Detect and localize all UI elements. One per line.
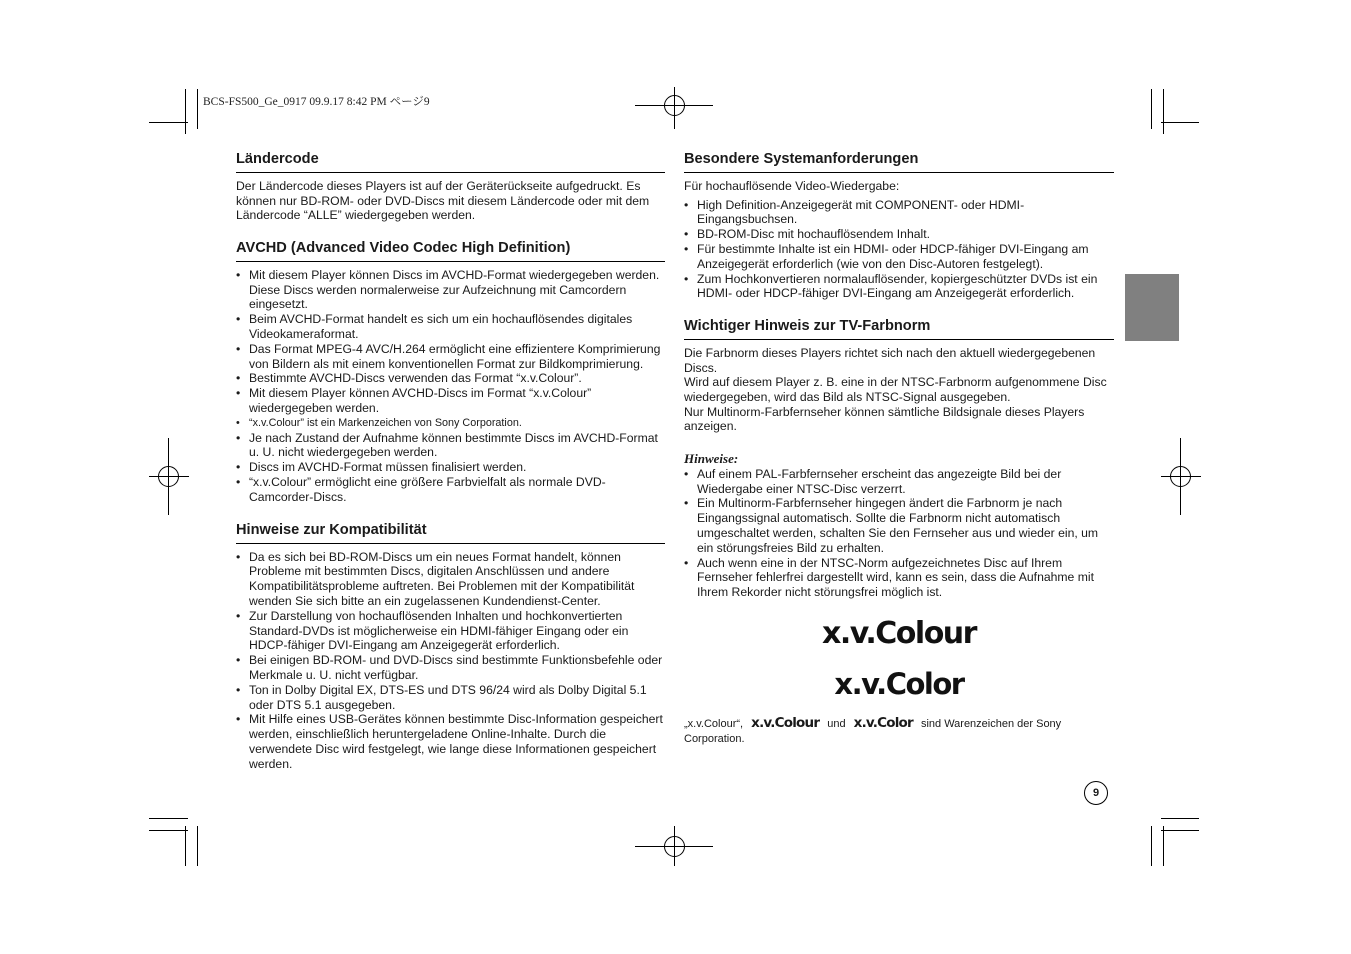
section-title: Besondere Systemanforderungen: [684, 150, 1114, 173]
trademark-text: und: [827, 717, 846, 730]
body-text: Wird auf diesem Player z. B. eine in der NTSC-Farbnorm aufgenommene Disc wiedergegeben, wird das Bild als NTSC-Signal ausgegeben.: [684, 375, 1107, 404]
section-laendercode: [236, 150, 665, 223]
page-number: 9: [1084, 781, 1108, 805]
list-item: • High Definition-Anzeigegerät mit COMPONENT- oder HDMI-Eingangsbuchsen.: [684, 198, 1114, 228]
xvcolor-inline-logo: x.v.Color: [853, 714, 913, 731]
list-item: • Auch wenn eine in der NTSC-Norm aufgezeichnetes Disc auf Ihrem Fernseher fehlerfrei dargestellt wird, kann es sein, dass die Aufnahme mit Ihrem Rekorder nicht störungsfrei möglich ist.: [684, 556, 1114, 600]
list-item: • Ton in Dolby Digital EX, DTS-ES und DTS 96/24 wird als Dolby Digital 5.1 oder DTS 5.1 ausgegeben.: [236, 683, 665, 713]
list-item: • Bestimmte AVCHD-Discs verwenden das Format “x.v.Colour”.: [236, 371, 665, 386]
list-item: • BD-ROM-Disc mit hochauflösendem Inhalt.: [684, 227, 1114, 242]
list-item: • Mit Hilfe eines USB-Gerätes können bestimmte Disc-Information gespeichert werden, einschließlich heruntergeladene Online-Inhalte. Durch die verwendete Disc wird festgelegt, wie lange diese Informationen gespeichert werden.: [236, 712, 665, 771]
section-title: AVCHD (Advanced Video Codec High Definition): [236, 239, 665, 262]
list-item: • Da es sich bei BD-ROM-Discs um ein neues Format handelt, können Probleme mit bestimmten Discs, digitalen Anschlüssen und andere Kompatibilitätsprobleme auftreten. Bei Problemen mit der Kompatibilität wenden Sie sich bitte an ein zugelassenen Kundendienst-Center.: [236, 550, 665, 609]
list-item: • “x.v.Colour” ist ein Markenzeichen von Sony Corporation.: [236, 416, 665, 431]
body-text: Die Farbnorm dieses Players richtet sich nach den aktuell wiedergegebenen Discs.: [684, 346, 1096, 375]
section-systemanforderungen: [684, 150, 1114, 301]
list-item: • Das Format MPEG-4 AVC/H.264 ermöglicht eine effizientere Komprimierung von Bildern als mit einem konventionellen Format zur Bildkomprimierung.: [236, 342, 665, 372]
list-item: • “x.v.Colour” ermöglicht eine größere Farbvielfalt als normale DVD-Camcorder-Discs.: [236, 475, 665, 505]
trademark-text: „x.v.Colour“,: [684, 717, 744, 730]
notes-heading: Hinweise:: [684, 450, 739, 466]
section-title: Ländercode: [236, 150, 665, 173]
body-text: Der Ländercode dieses Players ist auf der Geräterückseite aufgedruckt. Es können nur BD-ROM- oder DVD-Discs mit diesem Ländercode oder mit dem Ländercode “ALLE” wiedergegeben werden.: [236, 179, 650, 223]
xvcolour-logo: x.v.Colour: [822, 615, 976, 651]
list-item: • Discs im AVCHD-Format müssen finalisiert werden.: [236, 460, 665, 475]
list-item: • Zum Hochkonvertieren normalauflösender, kopiergeschützter DVDs ist ein HDMI- oder HDCP-fähiger DVI-Eingang am Anzeigegerät erforderlich.: [684, 272, 1114, 302]
list-item: • Ein Multinorm-Farbfernseher hingegen ändert die Farbnorm je nach Eingangssignal automatisch. Sollte die Farbnorm nicht automatisch umgeschaltet werden, schalten Sie den Fernseher aus und wieder ein, um ein störungsfreies Bild zu erhalten.: [684, 496, 1114, 555]
body-text: Für hochauflösende Video-Wiedergabe:: [684, 179, 900, 193]
section-avchd: [236, 239, 665, 505]
right-column: [684, 150, 1114, 747]
bullet-list: [236, 268, 665, 505]
section-farbnorm: [684, 317, 1114, 600]
list-item: • Auf einem PAL-Farbfernseher erscheint das angezeigte Bild bei der Wiedergabe einer NTSC-Disc verzerrt.: [684, 467, 1114, 497]
bullet-list: [236, 550, 665, 772]
trademark-note: [684, 716, 1114, 747]
list-item: • Mit diesem Player können Discs im AVCHD-Format wiedergegeben werden. Diese Discs werden normalerweise zur Aufzeichnung mit Camcordern eingesetzt.: [236, 268, 665, 312]
list-item: • Mit diesem Player können AVCHD-Discs im Format “x.v.Colour” wiedergegeben werden.: [236, 386, 665, 416]
bullet-list: [684, 467, 1114, 600]
trademark-text: sind Warenzeichen der Sony Corporation.: [684, 717, 1062, 745]
list-item: • Zur Darstellung von hochauflösenden Inhalten und hochkonvertierten Standard-DVDs ist möglicherweise ein HDMI-fähiger Eingang oder ein HDCP-fähiger DVI-Eingang am Anzeigegerät erforderlich.: [236, 609, 665, 653]
section-kompatibilitaet: [236, 521, 665, 772]
list-item: • Für bestimmte Inhalte ist ein HDMI- oder HDCP-fähiger DVI-Eingang am Anzeigegerät erforderlich (wie von den Disc-Autoren festgelegt).: [684, 242, 1114, 272]
list-item: • Bei einigen BD-ROM- und DVD-Discs sind bestimmte Funktionsbefehle oder Merkmale u. U. nicht verfügbar.: [236, 653, 665, 683]
list-item: • Je nach Zustand der Aufnahme können bestimmte Discs im AVCHD-Format u. U. nicht wiedergegeben werden.: [236, 431, 665, 461]
bullet-list: [684, 198, 1114, 302]
chapter-tab: [1125, 274, 1179, 341]
section-title: Hinweise zur Kompatibilität: [236, 521, 665, 544]
xvcolour-inline-logo: x.v.Colour: [751, 714, 820, 731]
left-column: [236, 150, 665, 787]
body-text: Nur Multinorm-Farbfernseher können sämtliche Bildsignale dieses Players anzeigen.: [684, 404, 1085, 434]
list-item: • Beim AVCHD-Format handelt es sich um ein hochauflösendes digitales Videokameraformat.: [236, 312, 665, 342]
xvcolor-logo: x.v.Color: [834, 666, 964, 701]
section-title: Wichtiger Hinweis zur TV-Farbnorm: [684, 317, 1114, 340]
print-slug: BCS-FS500_Ge_0917 09.9.17 8:42 PM ページ9: [203, 96, 430, 108]
